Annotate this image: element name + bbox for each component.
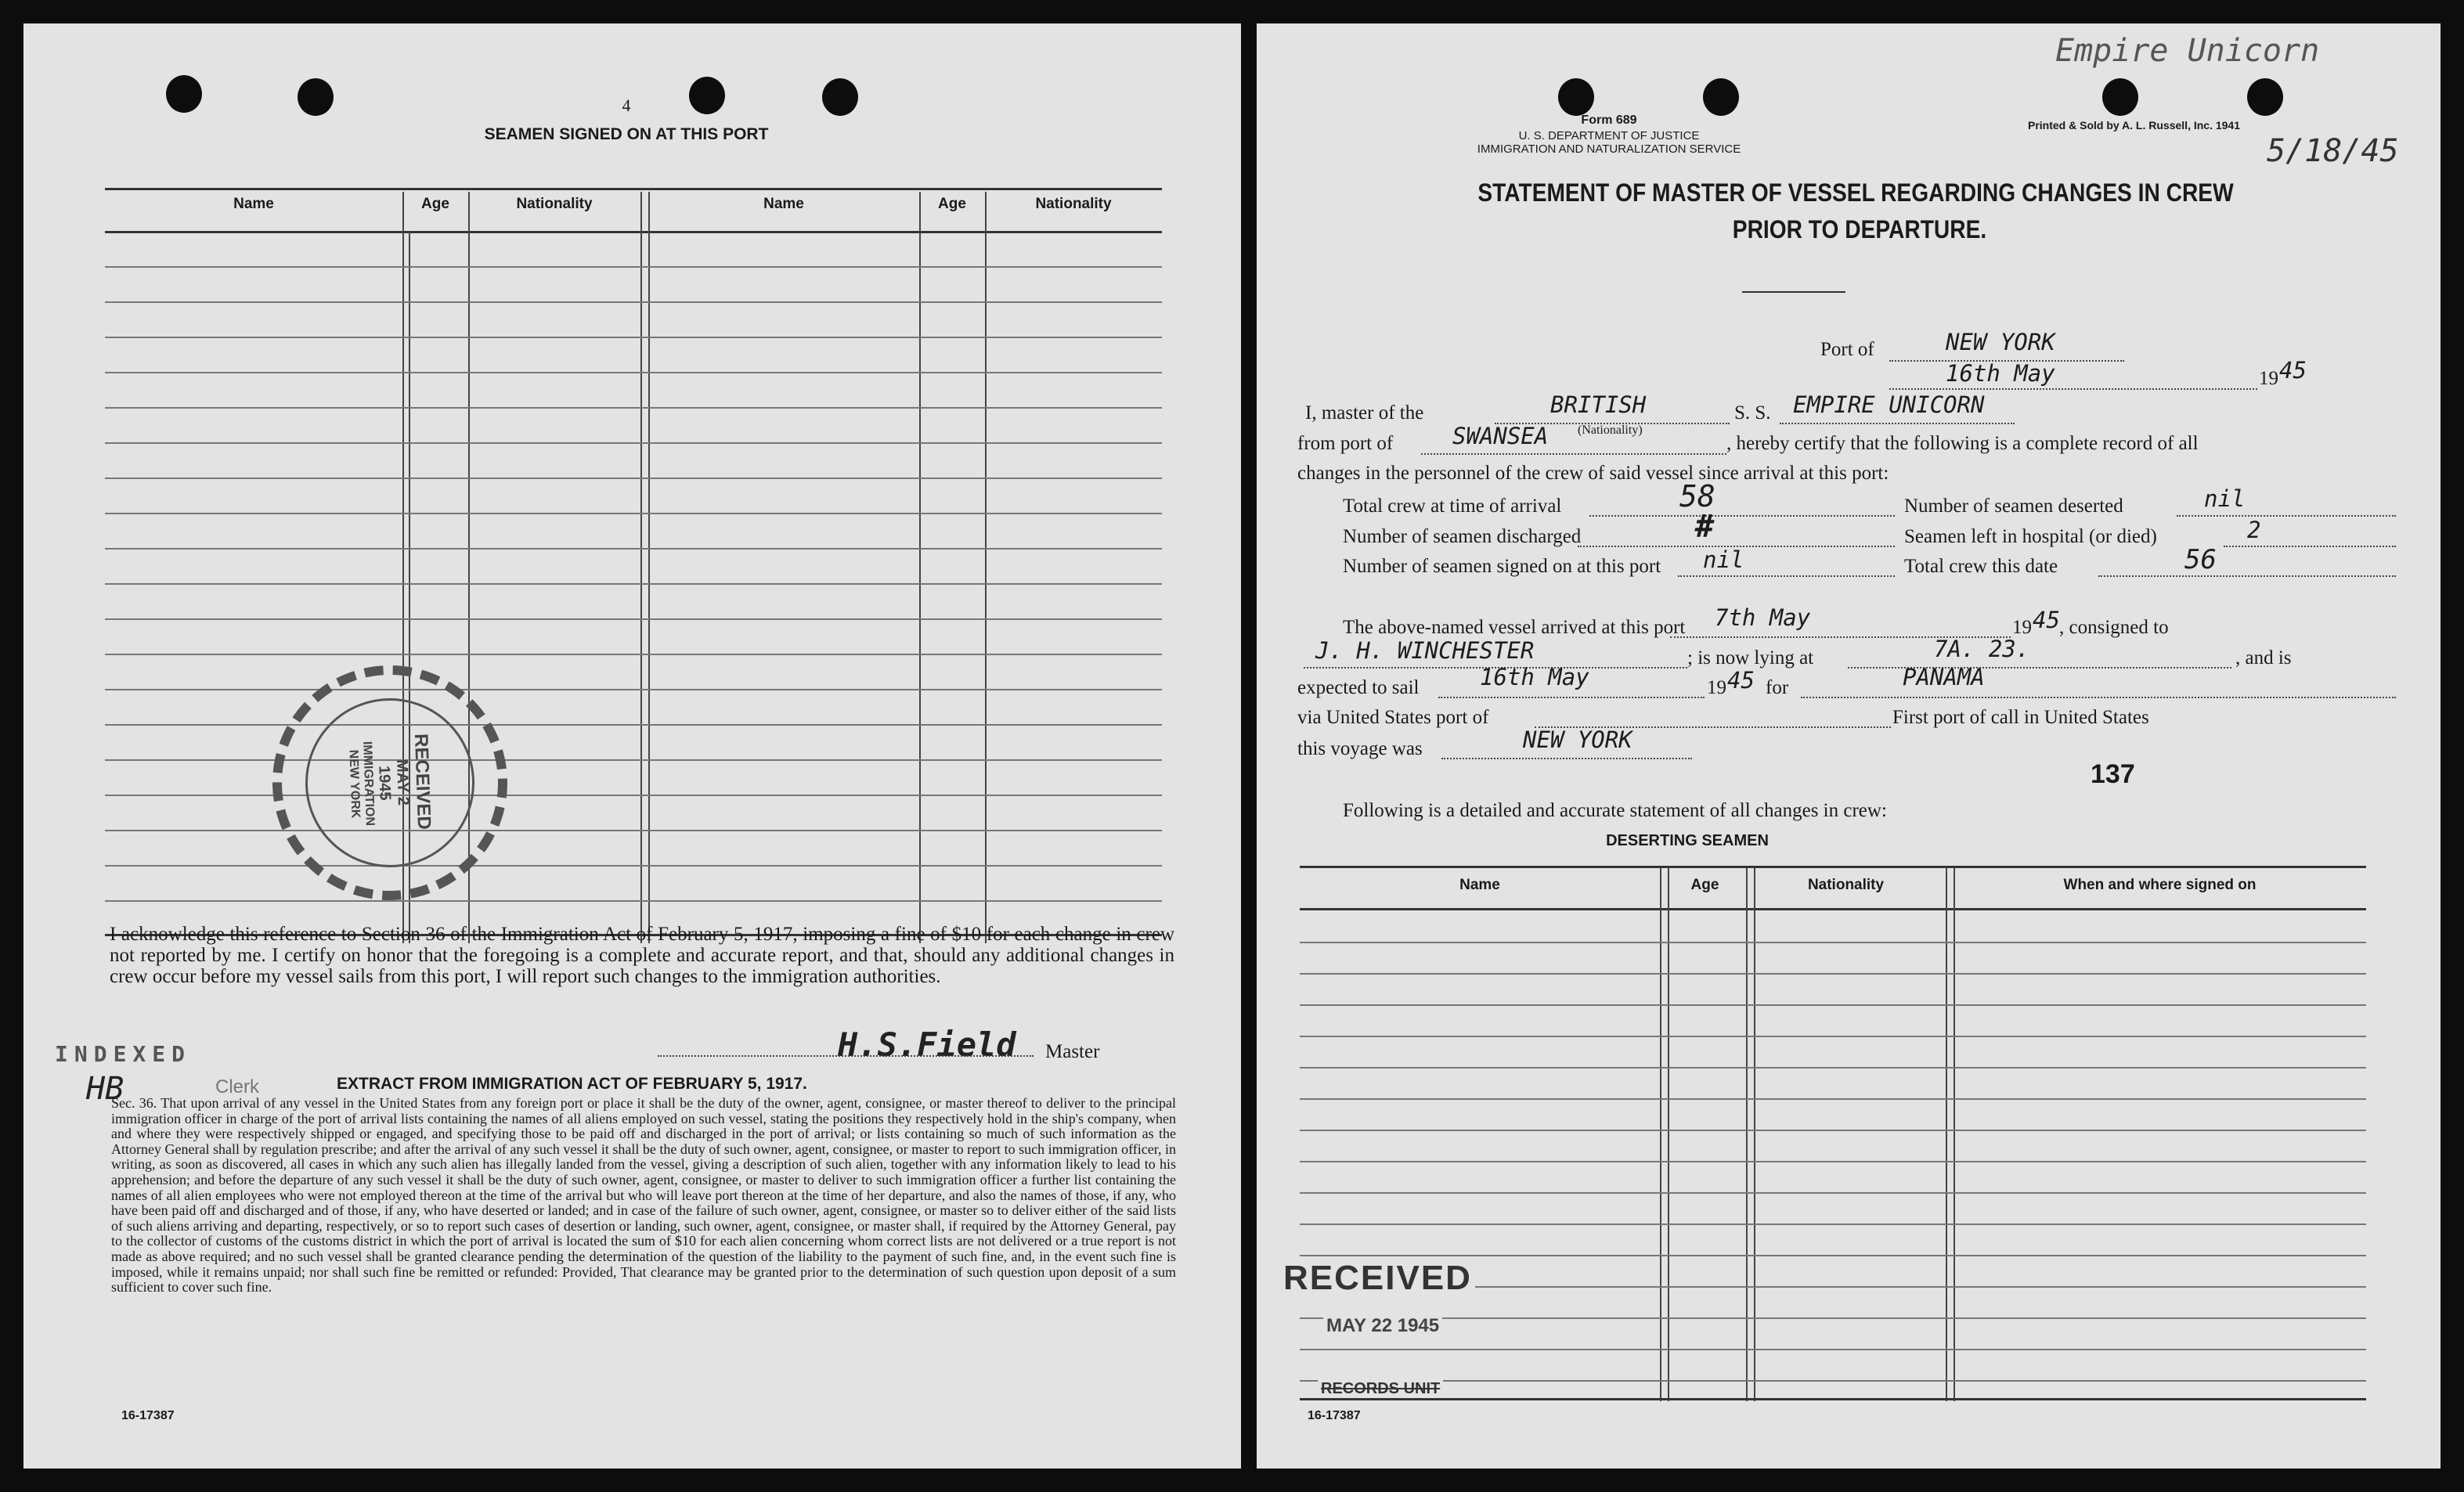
destination-value: PANAMA [1903,664,1985,690]
form-code: 16-17387 [121,1409,175,1422]
this-voyage-line [1441,758,1692,759]
signed-on-label: Number of seamen signed on at this port [1343,556,1661,577]
stamp-text: NEW YORK [346,749,363,819]
master-of-label: I, master of the [1305,402,1424,423]
document-title-line2: PRIOR TO DEPARTURE. [1732,215,1987,243]
document-title: STATEMENT OF MASTER OF VESSEL REGARDING CHANGES IN CREW [1477,178,2234,207]
arrived-year-prefix: 19 [2012,617,2032,638]
col-header-name: Name [233,196,274,212]
following-text: Following is a detailed and accurate statement of all changes in crew: [1343,800,1887,821]
acknowledgement-paragraph: I acknowledge this reference to Section 36 of the Immigration Act of February 5, 1917, imposing a fine of $10 for each change in crew not reported by me. I certify on honor that the foregoing is a complete and accurate report, and that, should any additional changes in crew occur before my vessel sails from this port, I will report such changes to the immigration authorities. [110,924,1174,987]
hospital-line [2224,546,2396,547]
from-port-value: SWANSEA [1452,423,1549,449]
records-unit-stamp: RECORDS UNIT [1318,1380,1443,1398]
extract-body: Sec. 36. That upon arrival of any vessel in the United States from any foreign port or place it shall be the duty of the owner, agent, consignee, or master thereof to deliver to the principal immigration officer in charge of the port of arrival lists containing the names of all aliens employed on such vessel, stating the positions they respectively hold in the ship's company, when and where they were respectively shipped or engaged, and specifying those to be paid off and discharged in the port of arrival; or lists containing so much of such information as the Attorney General shall by regulation prescribe; and after the arrival of any such vessel it shall be the duty of such owner, agent, consignee, or master to report to such immigration officer, in writing, as soon as discovered, all cases in which any such alien has illegally landed from the vessel, giving a description of such alien, together with any information likely to lead to his apprehension; and before the departure of any such vessel it shall be the duty of such owner, agent, consignee, or master to deliver to such immigration officer a further list containing the names of all alien employees who were not employed thereon at the time of the arrival but who will leave port thereon at the time of her departure, and also the names of those, if any, who have been paid off and discharged and of those, if any, who have deserted or landed; and in case of the failure of such owner, agent, consignee, or master so to deliver either of the said lists of such aliens arriving and departing, respectively, or so to report such cases of desertion or landing, such owner, agent, consignee, or master shall, if required by the Attorney General, pay to the collector of customs of the customs district in which the port of arrival is located the sum of $10 for each alien concerning whom correct lists are not delivered or a true report is not made as above required; and no such vessel shall be granted clearance pending the determination of the question of the liability to the payment of such fine, and, in the event such fine is imposed, while it remains unpaid; nor shall such fine be remitted or refunded: Provided, That clearance may be granted prior to the determination of such question upon deposit of a sum sufficient to cover such fine. [111,1095,1176,1296]
changes-text: changes in the personnel of the crew of said vessel since arrival at this port: [1297,463,1889,484]
col-header-name: Name [763,196,804,212]
handwritten-date-note: 5/18/45 [2267,133,2399,169]
col-header-age: Age [1690,877,1719,893]
from-port-line [1421,453,1726,455]
stamp-text: RECEIVED [409,733,435,831]
signature-line [658,1055,1034,1057]
year-value: 45 [2279,357,2307,384]
page-number: 4 [622,96,631,115]
form-number: Form 689 [1581,114,1637,127]
consignee-value: J. H. WINCHESTER [1315,637,1535,664]
signed-on-line [1678,575,1895,577]
clerk-initials: HB [86,1071,124,1107]
date-line [1889,388,2257,390]
expected-label: expected to sail [1297,677,1420,698]
stamp-text: IMMIGRATION [360,741,377,827]
destination-line [1801,697,2396,698]
hospital-label: Seamen left in hospital (or died) [1904,526,2157,547]
col-header-when-where: When and where signed on [2063,877,2257,893]
punch-hole [298,78,334,116]
handwritten-vessel-note: Empire Unicorn [2055,33,2320,69]
total-crew-date-value: 56 [2184,544,2217,575]
deserted-label: Number of seamen deserted [1904,496,2123,517]
nationality-caption: (Nationality) [1578,423,1643,437]
discharged-label: Number of seamen discharged [1343,526,1582,547]
right-page [1257,23,2441,1469]
section-title: SEAMEN SIGNED ON AT THIS PORT [484,125,769,143]
expected-value: 16th May [1480,664,1589,690]
hospital-value: 2 [2247,517,2261,543]
col-header-nationality: Nationality [516,196,593,212]
deserted-value: nil [2204,485,2246,512]
seamen-signed-on-table [105,160,1162,943]
arrived-year-value: 45 [2033,607,2060,633]
lying-value: 7A. 23. [1934,636,2030,662]
arrived-label: The above-named vessel arrived at this port [1343,617,1686,638]
col-header-age: Age [421,196,449,212]
received-date: MAY 22 1945 [1323,1315,1442,1337]
punch-hole [689,77,725,114]
year-prefix: 19 [2259,368,2278,389]
punch-hole [1703,78,1739,116]
master-signature: H.S.Field [838,1025,1016,1064]
received-stamp: RECEIVED [1280,1259,1475,1298]
col-header-nationality: Nationality [1807,877,1885,893]
master-label: Master [1045,1041,1100,1062]
port-value: NEW YORK [1946,329,2055,355]
col-header-nationality: Nationality [1035,196,1112,212]
ship-value: EMPIRE UNICORN [1793,391,1985,418]
lying-label: ; is now lying at [1687,647,1814,669]
deserted-line [2177,515,2396,517]
signed-on-value: nil [1703,546,1744,573]
total-crew-date-label: Total crew this date [1904,556,2058,577]
nationality-value: BRITISH [1550,391,1647,418]
clerk-label: Clerk [215,1076,260,1097]
ss-label: S. S. [1734,402,1771,423]
deserting-seamen-table [1300,844,2366,1401]
this-voyage-label: this voyage was [1297,738,1423,759]
ship-line [1780,423,2015,424]
stamp-text: MAY 2 [392,759,413,806]
first-port-label: First port of call in United States [1892,707,2149,728]
total-crew-arrival-value: 58 [1679,479,1715,514]
left-page [23,23,1241,1469]
deserting-title: DESERTING SEAMEN [1606,832,1769,849]
port-label: Port of [1820,339,1874,360]
expected-line [1438,697,1705,698]
consigned-label: , consigned to [2059,617,2169,638]
form-code: 16-17387 [1308,1409,1361,1422]
for-label: for [1766,677,1789,698]
punch-hole [2247,78,2283,116]
punch-hole [1558,78,1594,116]
crew-arrival-line [1589,515,1895,517]
and-is: , and is [2235,647,2292,669]
certify-text: , hereby certify that the following is a complete record of all [1726,433,2199,454]
punch-hole [822,78,858,116]
expected-year-prefix: 19 [1707,677,1726,698]
indexed-stamp: INDEXED [55,1041,192,1067]
from-port-label: from port of [1297,433,1394,454]
discharged-value: # [1695,509,1715,545]
stamp-text: 1945 [375,765,394,801]
printer-note: Printed & Sold by A. L. Russell, Inc. 1941 [2028,119,2240,132]
department: U. S. DEPARTMENT OF JUSTICE [1518,129,1700,142]
col-header-age: Age [938,196,966,212]
total-crew-arrival-label: Total crew at time of arrival [1343,496,1562,517]
service: IMMIGRATION AND NATURALIZATION SERVICE [1477,142,1741,156]
punch-hole [166,75,202,113]
via-label: via United States port of [1297,707,1489,728]
date-value: 16th May [1946,360,2055,387]
punch-hole [2102,78,2138,116]
total-crew-date-line [2098,575,2396,577]
col-header-name: Name [1459,877,1500,893]
first-port-value: NEW YORK [1523,726,1632,753]
arrived-value: 7th May [1715,604,1811,631]
extract-title: EXTRACT FROM IMMIGRATION ACT OF FEBRUARY 5, 1917. [337,1075,807,1093]
expected-year-value: 45 [1727,667,1755,694]
title-rule [1742,291,1845,293]
number-stamp: 137 [2091,759,2135,789]
